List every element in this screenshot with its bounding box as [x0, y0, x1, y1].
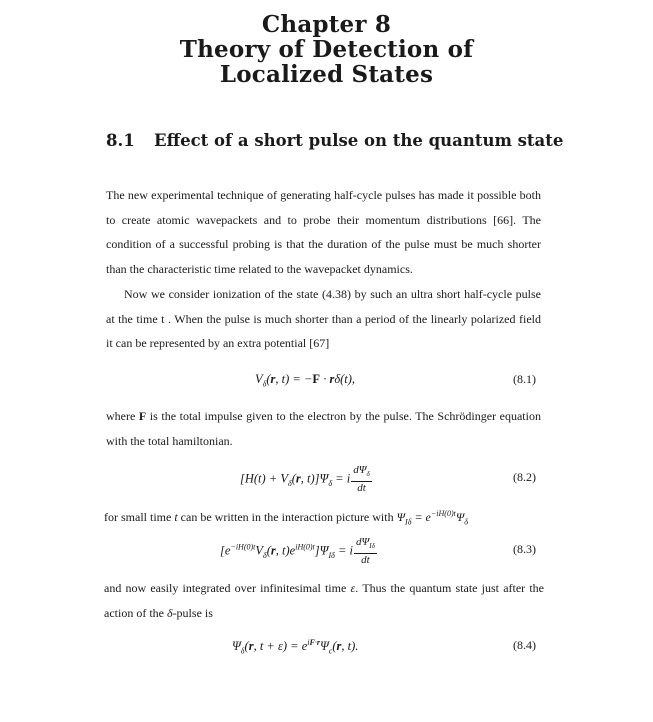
equation-8-3: [0, 536, 653, 567]
paragraph-3: where F is the total impulse given to the electron by the pulse. The Schrödinger equation with the total hamiltonian.: [106, 409, 541, 448]
equation-8-4-body: $\Psi_\delta(r$, $t + \varepsilon) = e^{iF\cdot r}\Psi_c(r$, t).: [232, 638, 359, 656]
paragraph-5: and now easily integrated over infinitesimal time ε. Thus the quantum state just after the action of the δ-pulse is: [104, 581, 544, 620]
equation-8-2: [0, 464, 653, 495]
equation-8-1: [0, 372, 653, 396]
paragraph-1: The new experimental technique of generating half-cycle pulses has made it possible both to create atomic wavepackets and to probe their momentum distributions [66]. The condition of a successful probing is that the duration of the pulse must be much shorter than the characteristic time related to the wavepacket dynamics.: [106, 188, 541, 276]
section-number: 8.1: [106, 131, 135, 150]
equation-8-1-label: (8.1): [513, 372, 536, 386]
equation-8-2-body: [$H(t) + V_\delta(r$, $t)]\Psi_\delta = i$ $\frac{d\Psi_\delta}{dt}$: [240, 464, 370, 495]
chapter-title-line-2: Localized States: [219, 61, 434, 88]
paragraph-4: for small time t can be written in the interaction picture with $\Psi_{I\delta} = e^{-iH(0)t}\Psi_\delta$: [104, 509, 468, 527]
equation-8-4: [0, 638, 653, 662]
section-title: Effect of a short pulse on the quantum state: [154, 131, 564, 150]
equation-8-3-label: (8.3): [513, 542, 536, 556]
equation-8-1-body: $V_\delta(r$, t) = −F · rδ(t),: [255, 372, 356, 389]
chapter-label: Chapter 8: [261, 11, 392, 38]
paragraph-2: Now we consider ionization of the state (4.38) by such an ultra short half-cycle pulse at the time t . When the pulse is much shorter than a period of the linearly polarized field it can be represented by an extra potential [67]: [106, 287, 541, 351]
chapter-title-line-1: Theory of Detection of: [179, 36, 474, 63]
equation-8-2-label: (8.2): [513, 470, 536, 484]
equation-8-3-body: [$e^{-iH(0)t}V_\delta(r$, $t)e^{iH(0)t}]\Psi_{I\delta} = i$ $\frac{d\Psi_{I\delta}}{dt}$: [220, 536, 375, 567]
section-heading: [106, 131, 563, 150]
equation-8-4-label: (8.4): [513, 638, 536, 652]
